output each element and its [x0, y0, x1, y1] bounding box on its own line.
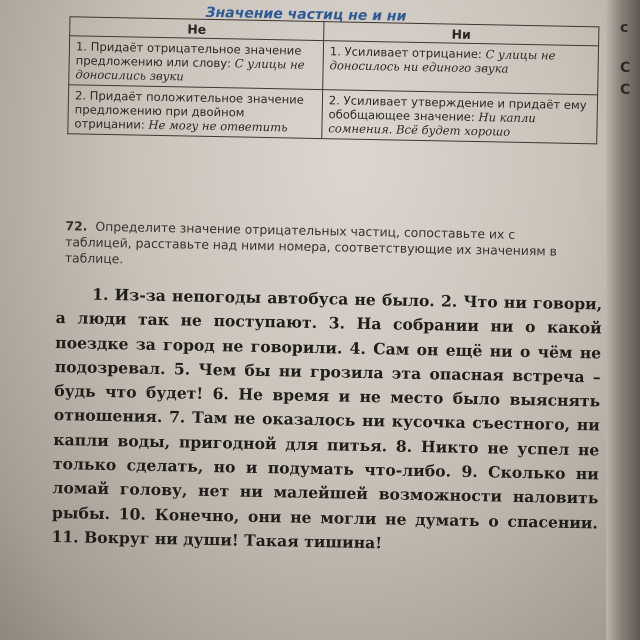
header-ni: Ни — [324, 22, 599, 46]
exercise-sentences — [51, 282, 602, 560]
cell-ne-1 — [69, 36, 324, 90]
table-row — [68, 85, 598, 144]
rule-example: С улицы не доносились звуки — [75, 56, 305, 84]
rule-example: С улицы не доносилось ни единого звука — [329, 47, 556, 76]
exercise-text: Определите значение отрицательных частиц, сопоставьте их с таблицей, расставьте над ними номера, соответствующие их значениям в таблице. — [64, 218, 558, 267]
rule-example: Ни капли сомнения. Всё будет хорошо — [328, 110, 536, 139]
cell-ne-2 — [68, 85, 323, 139]
particles-table — [67, 16, 599, 144]
cell-ni-1 — [323, 41, 599, 95]
spine-letter: С — [620, 60, 631, 76]
spine-letter: С — [620, 82, 631, 98]
sentences-text: 1. Из-за непогоды автобуса не было. 2. Что ни говори, а люди так не поступают. 3. На собрании ни о какой поездке за город не говорили. 4. Сам он ещё ни о чём не подозревал. 5. Чем бы ни грозила эта опасная встреча – будь что будет! 6. Не время и не место было выяснять отношения. 7. Там не оказалось ни кусочка съестного, ни капли воды, пригодной для питья. 8. Никто не успел не только сделать, но и подумать что-либо. 9. Сколько ни ломай голову, нет ни малейшей возможности наловить рыбы. 10. Конечно, они не могли не думать о спасении. 11. Вокруг ни души! Такая тишина! — [51, 284, 603, 553]
exercise-number: 72. — [65, 218, 88, 234]
header-ne: Не — [70, 17, 324, 41]
rule-example: Не могу не ответить — [148, 117, 288, 135]
rule-text: 2. Придаёт положительное значение предложению при двойном отрицании: — [74, 88, 305, 132]
page-content — [45, 0, 618, 640]
exercise-instruction — [65, 218, 586, 276]
rule-text: 1. Придаёт отрицательное значение предложению или слову: — [75, 39, 302, 71]
rule-text: 1. Усиливает отрицание: — [329, 44, 486, 62]
section-title: Значение частиц не и ни — [205, 4, 407, 25]
paragraph-indent — [56, 299, 92, 300]
rule-text: 2. Усиливает утверждение и придаёт ему обобщающее значение: — [328, 93, 587, 125]
spine-letter: с — [620, 20, 629, 36]
cell-ni-2 — [322, 90, 598, 144]
